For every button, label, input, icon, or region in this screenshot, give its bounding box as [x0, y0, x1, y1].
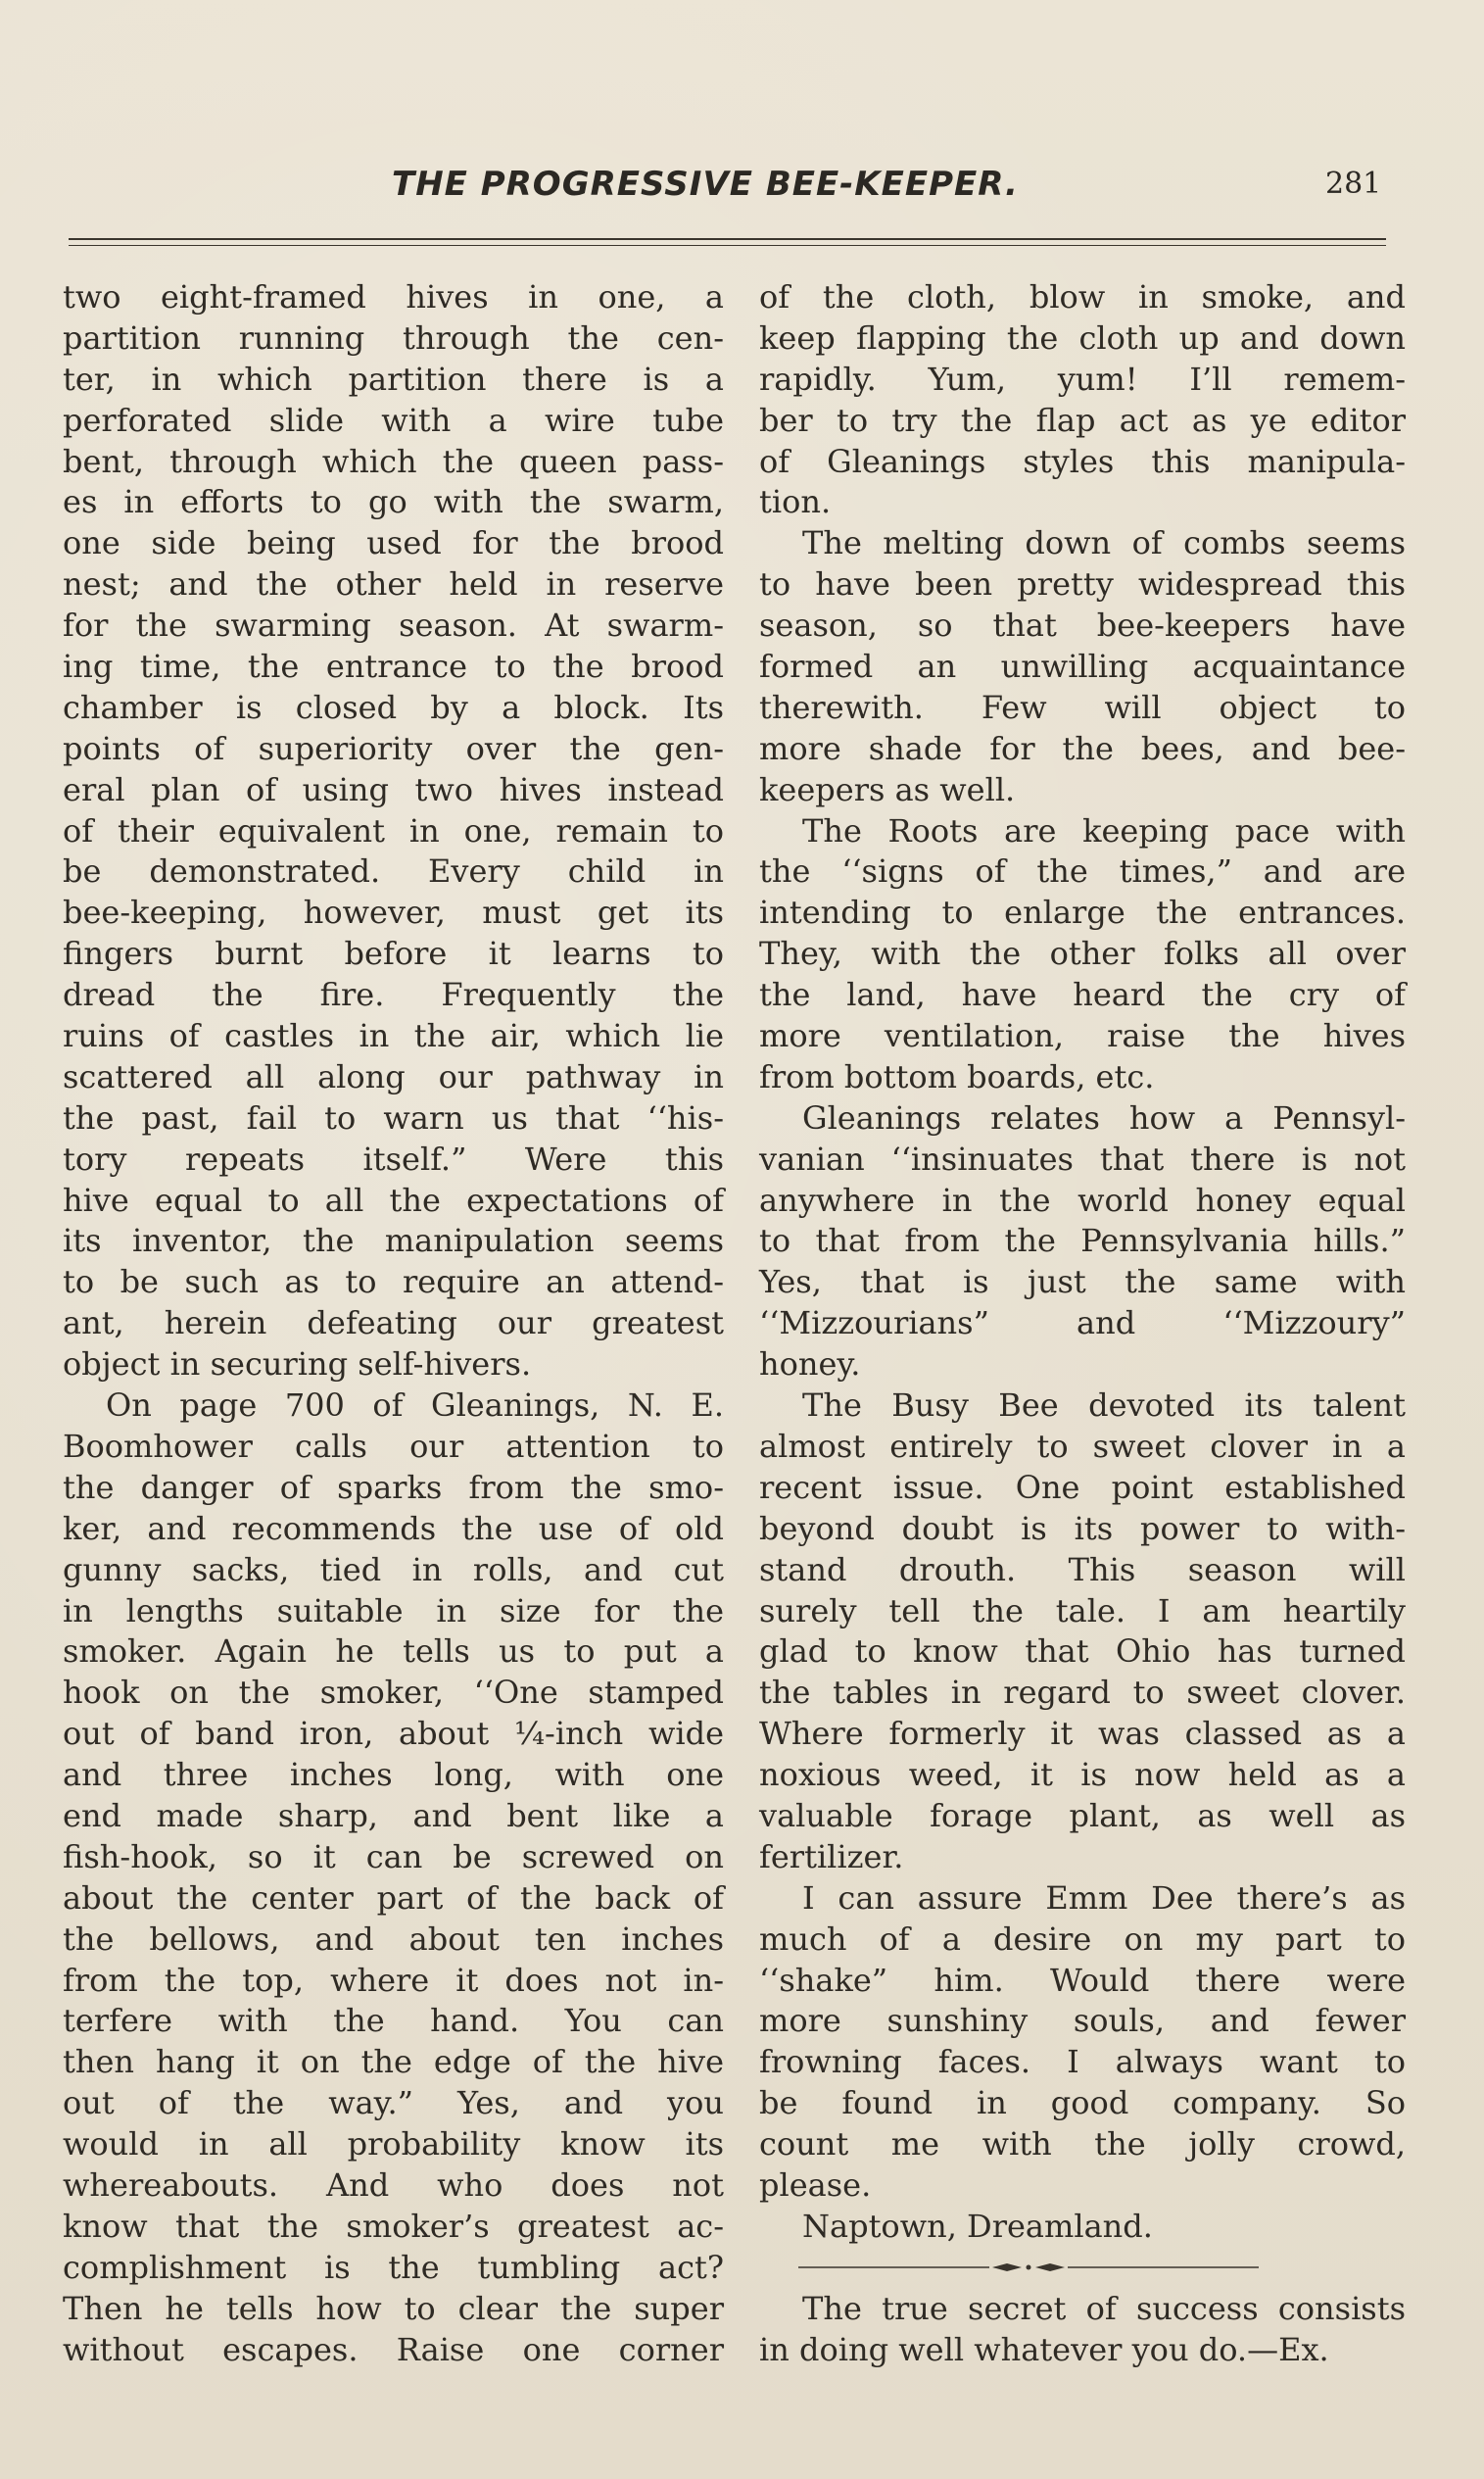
text-line: es in efforts to go with the swarm, — [63, 483, 724, 521]
text-line: the bellows, and about ten inches — [63, 1920, 724, 1958]
text-line: its inventor, the manipulation seems — [63, 1222, 724, 1260]
text-line: The true secret of success consists — [802, 2289, 1406, 2327]
text-line: out of the way.” Yes, and you — [63, 2084, 724, 2122]
text-line: formed an unwilling acquaintance — [759, 648, 1406, 686]
text-line: vanian ‘‘insinuates that there is not — [759, 1140, 1406, 1178]
text-line: beyond doubt is its power to with- — [759, 1509, 1406, 1547]
text-line: of the cloth, blow in smoke, and — [759, 278, 1406, 316]
text-line: Then he tells how to clear the super — [63, 2289, 724, 2327]
text-line: about the center part of the back of — [63, 1878, 724, 1917]
text-line: from the top, where it does not in- — [63, 1961, 724, 1999]
running-head — [0, 165, 1484, 214]
signature-line: Naptown, Dreamland. — [802, 2207, 1153, 2245]
text-line: of their equivalent in one, remain to — [63, 811, 724, 850]
text-line: to have been pretty widespread this — [759, 565, 1406, 604]
text-line: glad to know that Ohio has turned — [759, 1632, 1406, 1671]
text-line: Boomhower calls our attention to — [63, 1427, 724, 1465]
text-line: the danger of sparks from the smo- — [63, 1468, 724, 1506]
text-line: points of superiority over the gen- — [63, 729, 724, 767]
text-line: in lengths suitable in size for the — [63, 1591, 724, 1629]
text-line: smoker. Again he tells us to put a — [63, 1632, 724, 1671]
text-line: more shade for the bees, and bee- — [759, 729, 1406, 767]
text-line: to that from the Pennsylvania hills.” — [759, 1222, 1406, 1260]
text-line: season, so that bee-keepers have — [759, 607, 1406, 645]
text-line: ruins of castles in the air, which lie — [63, 1017, 724, 1055]
text-line: ter, in which partition there is a — [63, 360, 724, 398]
text-line: keepers as well. — [759, 770, 1016, 808]
text-line: tory repeats itself.” Were this — [63, 1140, 724, 1178]
text-line: They, with the other folks all over — [759, 935, 1406, 973]
left-column — [63, 277, 729, 2370]
text-line: Gleanings relates how a Pennsyl- — [802, 1098, 1406, 1137]
page-number: 281 — [1325, 167, 1382, 201]
text-line: Where formerly it was classed as a — [759, 1715, 1406, 1753]
text-line: two eight-framed hives in one, a — [63, 278, 724, 316]
text-line: of Gleanings styles this manipula- — [759, 442, 1406, 480]
text-line: from bottom boards, etc. — [759, 1057, 1155, 1095]
text-line: chamber is closed by a block. Its — [63, 688, 724, 726]
text-line: anywhere in the world honey equal — [759, 1181, 1406, 1219]
text-line: know that the smoker’s greatest ac- — [63, 2207, 724, 2245]
text-line: surely tell the tale. I am heartily — [759, 1591, 1406, 1629]
text-line: gunny sacks, tied in rolls, and cut — [63, 1550, 724, 1588]
text-line: recent issue. One point established — [759, 1468, 1406, 1506]
text-line: count me with the jolly crowd, — [759, 2125, 1406, 2163]
text-line: fish-hook, so it can be screwed on — [63, 1837, 724, 1875]
header-rule-top — [69, 238, 1386, 240]
text-line: therewith. Few will object to — [759, 688, 1406, 726]
text-line: the ‘‘signs of the times,” and are — [759, 852, 1406, 891]
text-line: ing time, the entrance to the brood — [63, 648, 724, 686]
text-line: dread the fire. Frequently the — [63, 976, 724, 1014]
text-line: honey. — [759, 1345, 861, 1384]
text-line: bent, through which the queen pass- — [63, 442, 724, 480]
text-line: ‘‘shake” him. Would there were — [759, 1961, 1406, 1999]
text-line: and three inches long, with one — [63, 1756, 724, 1794]
text-line: out of band iron, about ¼-inch wide — [63, 1715, 724, 1753]
text-line: perforated slide with a wire tube — [63, 401, 724, 439]
text-line: then hang it on the edge of the hive — [63, 2043, 724, 2081]
text-line: one side being used for the brood — [63, 524, 724, 562]
text-line: end made sharp, and bent like a — [63, 1796, 724, 1834]
journal-title: THE PROGRESSIVE BEE-KEEPER. — [392, 165, 1019, 204]
text-line: stand drouth. This season will — [759, 1550, 1406, 1588]
text-line: the past, fail to warn us that ‘‘his- — [63, 1098, 724, 1137]
text-line: object in securing self-hivers. — [63, 1345, 532, 1384]
text-line: much of a desire on my part to — [759, 1920, 1406, 1958]
right-column — [759, 277, 1406, 2370]
text-line: The melting down of combs seems — [802, 524, 1406, 562]
text-line: without escapes. Raise one corner — [63, 2330, 724, 2368]
text-line: rapidly. Yum, yum! I’ll remem- — [759, 360, 1406, 398]
text-line: more sunshiny souls, and fewer — [759, 2002, 1406, 2040]
text-line: complishment is the tumbling act? — [63, 2248, 724, 2286]
text-line: noxious weed, it is now held as a — [759, 1756, 1406, 1794]
text-line: be demonstrated. Every child in — [63, 852, 724, 891]
text-line: to be such as to require an attend- — [63, 1263, 724, 1301]
text-line: frowning faces. I always want to — [759, 2043, 1406, 2081]
text-line: the tables in regard to sweet clover. — [759, 1674, 1406, 1712]
text-line: ‘‘Mizzourians” and ‘‘Mizzoury” — [759, 1304, 1406, 1342]
text-line: Yes, that is just the same with — [759, 1263, 1406, 1301]
text-line: ber to try the flap act as ye editor — [759, 401, 1406, 439]
text-line: hive equal to all the expectations of — [63, 1181, 724, 1219]
text-line: The Roots are keeping pace with — [802, 811, 1406, 850]
text-line: for the swarming season. At swarm- — [63, 607, 724, 645]
text-line: whereabouts. And who does not — [63, 2165, 724, 2204]
text-line: almost entirely to sweet clover in a — [759, 1427, 1406, 1465]
text-line: The Busy Bee devoted its talent — [802, 1386, 1406, 1425]
text-line: intending to enlarge the entrances. — [759, 894, 1406, 932]
text-line: On page 700 of Gleanings, N. E. — [106, 1386, 724, 1425]
text-line: hook on the smoker, ‘‘One stamped — [63, 1674, 724, 1712]
text-line: bee-keeping, however, must get its — [63, 894, 724, 932]
text-line: the land, have heard the cry of — [759, 976, 1406, 1014]
text-line: tion. — [759, 483, 832, 521]
text-line: eral plan of using two hives instead — [63, 770, 724, 808]
text-line: valuable forage plant, as well as — [759, 1796, 1406, 1834]
text-line: ker, and recommends the use of old — [63, 1509, 724, 1547]
section-divider-ornament — [759, 2248, 1406, 2289]
text-line: keep flapping the cloth up and down — [759, 318, 1406, 357]
header-rule-bottom — [69, 245, 1386, 246]
text-line: in doing well whatever you do.—Ex. — [759, 2330, 1329, 2368]
text-line: partition running through the cen- — [63, 318, 724, 357]
text-line: more ventilation, raise the hives — [759, 1017, 1406, 1055]
text-line: be found in good company. So — [759, 2084, 1406, 2122]
text-line: fingers burnt before it learns to — [63, 935, 724, 973]
text-line: terfere with the hand. You can — [63, 2002, 724, 2040]
text-line: would in all probability know its — [63, 2125, 724, 2163]
text-line: ant, herein defeating our greatest — [63, 1304, 724, 1342]
text-line: I can assure Emm Dee there’s as — [802, 1878, 1406, 1917]
text-line: scattered all along our pathway in — [63, 1057, 724, 1095]
divider-ornament-icon — [798, 2261, 1259, 2273]
text-line: please. — [759, 2165, 872, 2204]
text-line: fertilizer. — [759, 1837, 904, 1875]
text-line: nest; and the other held in reserve — [63, 565, 724, 604]
